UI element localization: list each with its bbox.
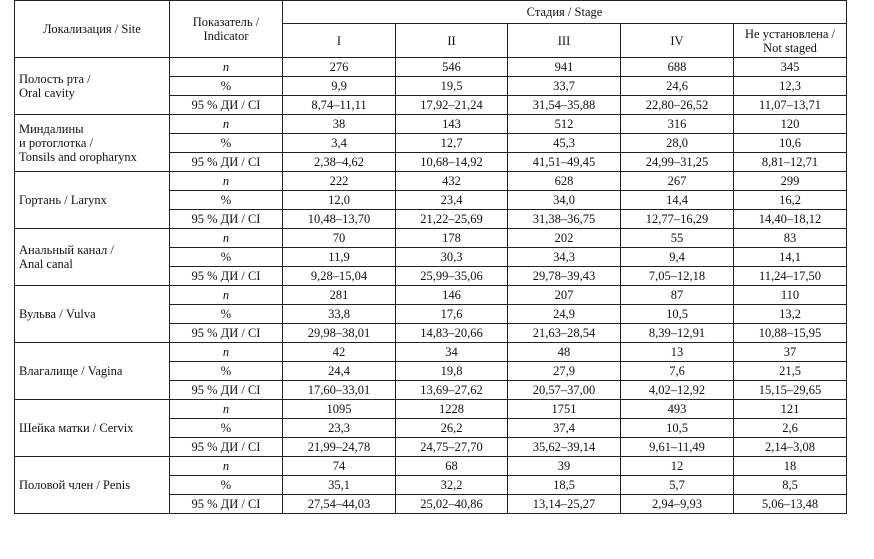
value-cell-n: 38 xyxy=(283,115,396,134)
value-cell-ci: 15,15–29,65 xyxy=(734,381,847,400)
value-cell-ci: 2,94–9,93 xyxy=(621,495,734,514)
value-cell-ci: 2,14–3,08 xyxy=(734,438,847,457)
header-stage: Стадия / Stage xyxy=(283,1,847,24)
value-cell-n: 1228 xyxy=(396,400,508,419)
header-indicator-line1: Показатель / xyxy=(192,15,260,29)
value-cell-n: 202 xyxy=(508,229,621,248)
value-cell-ci: 29,98–38,01 xyxy=(283,324,396,343)
value-cell-ci: 21,22–25,69 xyxy=(396,210,508,229)
value-cell-ci: 21,63–28,54 xyxy=(508,324,621,343)
value-cell-n: 316 xyxy=(621,115,734,134)
header-not-staged xyxy=(734,24,847,58)
value-cell-percent: 34,3 xyxy=(508,248,621,267)
value-cell-percent: 30,3 xyxy=(396,248,508,267)
value-cell-n: 48 xyxy=(508,343,621,362)
indicator-ci: 95 % ДИ / CI xyxy=(170,438,283,457)
value-cell-ci: 13,69–27,62 xyxy=(396,381,508,400)
site-name xyxy=(15,400,170,457)
site-name-line: и ротоглотка / xyxy=(19,136,94,150)
value-cell-percent: 23,4 xyxy=(396,191,508,210)
value-cell-n: 18 xyxy=(734,457,847,476)
value-cell-percent: 7,6 xyxy=(621,362,734,381)
value-cell-percent: 12,7 xyxy=(396,134,508,153)
value-cell-ci: 7,05–12,18 xyxy=(621,267,734,286)
value-cell-ci: 21,99–24,78 xyxy=(283,438,396,457)
indicator-ci: 95 % ДИ / CI xyxy=(170,324,283,343)
value-cell-ci: 31,54–35,88 xyxy=(508,96,621,115)
value-cell-n: 146 xyxy=(396,286,508,305)
value-cell-ci: 27,54–44,03 xyxy=(283,495,396,514)
value-cell-ci: 25,02–40,86 xyxy=(396,495,508,514)
value-cell-percent: 5,7 xyxy=(621,476,734,495)
value-cell-ci: 4,02–12,92 xyxy=(621,381,734,400)
value-cell-percent: 12,0 xyxy=(283,191,396,210)
value-cell-ci: 5,06–13,48 xyxy=(734,495,847,514)
value-cell-ci: 8,39–12,91 xyxy=(621,324,734,343)
indicator-ci: 95 % ДИ / CI xyxy=(170,210,283,229)
value-cell-percent: 26,2 xyxy=(396,419,508,438)
value-cell-n: 13 xyxy=(621,343,734,362)
site-name-line: Половой член / Penis xyxy=(19,478,131,492)
value-cell-n: 628 xyxy=(508,172,621,191)
value-cell-ci: 10,68–14,92 xyxy=(396,153,508,172)
indicator-ci: 95 % ДИ / CI xyxy=(170,96,283,115)
header-stage-iv: IV xyxy=(621,24,734,58)
header-indicator xyxy=(170,1,283,58)
value-cell-ci: 2,38–4,62 xyxy=(283,153,396,172)
value-cell-percent: 8,5 xyxy=(734,476,847,495)
value-cell-percent: 17,6 xyxy=(396,305,508,324)
value-cell-percent: 18,5 xyxy=(508,476,621,495)
value-cell-n: 276 xyxy=(283,58,396,77)
value-cell-percent: 19,8 xyxy=(396,362,508,381)
value-cell-ci: 24,75–27,70 xyxy=(396,438,508,457)
indicator-n: n xyxy=(170,229,283,248)
value-cell-n: 267 xyxy=(621,172,734,191)
value-cell-percent: 13,2 xyxy=(734,305,847,324)
indicator-ci: 95 % ДИ / CI xyxy=(170,267,283,286)
indicator-n: n xyxy=(170,58,283,77)
value-cell-percent: 10,6 xyxy=(734,134,847,153)
site-name-line: Гортань / Larynx xyxy=(19,193,107,207)
value-cell-percent: 11,9 xyxy=(283,248,396,267)
indicator-percent: % xyxy=(170,248,283,267)
value-cell-n: 55 xyxy=(621,229,734,248)
value-cell-n: 68 xyxy=(396,457,508,476)
site-name-line: Влагалище / Vagina xyxy=(19,364,123,378)
value-cell-ci: 10,88–15,95 xyxy=(734,324,847,343)
value-cell-percent: 23,3 xyxy=(283,419,396,438)
value-cell-ci: 11,07–13,71 xyxy=(734,96,847,115)
value-cell-ci: 14,83–20,66 xyxy=(396,324,508,343)
value-cell-percent: 14,1 xyxy=(734,248,847,267)
value-cell-percent: 24,9 xyxy=(508,305,621,324)
value-cell-ci: 8,74–11,11 xyxy=(283,96,396,115)
table-row xyxy=(15,58,847,77)
value-cell-percent: 21,5 xyxy=(734,362,847,381)
value-cell-n: 34 xyxy=(396,343,508,362)
value-cell-ci: 9,28–15,04 xyxy=(283,267,396,286)
value-cell-n: 345 xyxy=(734,58,847,77)
value-cell-n: 432 xyxy=(396,172,508,191)
indicator-ci: 95 % ДИ / CI xyxy=(170,153,283,172)
value-cell-n: 39 xyxy=(508,457,621,476)
value-cell-ci: 12,77–16,29 xyxy=(621,210,734,229)
value-cell-ci: 29,78–39,43 xyxy=(508,267,621,286)
table-row xyxy=(15,172,847,191)
site-name xyxy=(15,58,170,115)
value-cell-n: 207 xyxy=(508,286,621,305)
value-cell-ci: 31,38–36,75 xyxy=(508,210,621,229)
indicator-percent: % xyxy=(170,77,283,96)
value-cell-ci: 9,61–11,49 xyxy=(621,438,734,457)
value-cell-ci: 22,80–26,52 xyxy=(621,96,734,115)
indicator-percent: % xyxy=(170,305,283,324)
table-body xyxy=(15,58,847,514)
table-row xyxy=(15,457,847,476)
indicator-percent: % xyxy=(170,419,283,438)
value-cell-n: 120 xyxy=(734,115,847,134)
value-cell-n: 1095 xyxy=(283,400,396,419)
value-cell-n: 1751 xyxy=(508,400,621,419)
table-row xyxy=(15,286,847,305)
site-name-line: Вульва / Vulva xyxy=(19,307,96,321)
value-cell-ci: 8,81–12,71 xyxy=(734,153,847,172)
table-row xyxy=(15,115,847,134)
value-cell-n: 12 xyxy=(621,457,734,476)
header-not-staged-line1: Не установлена / xyxy=(745,26,835,41)
value-cell-percent: 24,6 xyxy=(621,77,734,96)
value-cell-percent: 14,4 xyxy=(621,191,734,210)
indicator-n: n xyxy=(170,286,283,305)
value-cell-percent: 9,9 xyxy=(283,77,396,96)
header-stage-ii: II xyxy=(396,24,508,58)
value-cell-percent: 9,4 xyxy=(621,248,734,267)
value-cell-percent: 24,4 xyxy=(283,362,396,381)
indicator-n: n xyxy=(170,457,283,476)
value-cell-n: 121 xyxy=(734,400,847,419)
header-indicator-line2: Indicator xyxy=(203,29,249,43)
value-cell-percent: 37,4 xyxy=(508,419,621,438)
value-cell-percent: 10,5 xyxy=(621,419,734,438)
value-cell-ci: 13,14–25,27 xyxy=(508,495,621,514)
value-cell-ci: 11,24–17,50 xyxy=(734,267,847,286)
indicator-n: n xyxy=(170,115,283,134)
value-cell-ci: 35,62–39,14 xyxy=(508,438,621,457)
value-cell-percent: 28,0 xyxy=(621,134,734,153)
site-name xyxy=(15,343,170,400)
value-cell-percent: 34,0 xyxy=(508,191,621,210)
value-cell-n: 74 xyxy=(283,457,396,476)
value-cell-ci: 41,51–49,45 xyxy=(508,153,621,172)
value-cell-percent: 12,3 xyxy=(734,77,847,96)
value-cell-n: 37 xyxy=(734,343,847,362)
value-cell-percent: 45,3 xyxy=(508,134,621,153)
value-cell-ci: 14,40–18,12 xyxy=(734,210,847,229)
value-cell-n: 83 xyxy=(734,229,847,248)
value-cell-n: 42 xyxy=(283,343,396,362)
indicator-percent: % xyxy=(170,134,283,153)
value-cell-percent: 35,1 xyxy=(283,476,396,495)
indicator-percent: % xyxy=(170,191,283,210)
header-not-staged-line2: Not staged xyxy=(763,40,817,55)
value-cell-percent: 33,8 xyxy=(283,305,396,324)
value-cell-n: 281 xyxy=(283,286,396,305)
site-name xyxy=(15,172,170,229)
value-cell-ci: 25,99–35,06 xyxy=(396,267,508,286)
site-name-line: Шейка матки / Cervix xyxy=(19,421,134,435)
site-name-line: Oral cavity xyxy=(19,86,75,100)
value-cell-ci: 24,99–31,25 xyxy=(621,153,734,172)
table-row xyxy=(15,400,847,419)
value-cell-ci: 20,57–37,00 xyxy=(508,381,621,400)
site-name-line: Миндалины xyxy=(19,122,84,136)
header-site: Локализация / Site xyxy=(15,1,170,58)
value-cell-ci: 17,60–33,01 xyxy=(283,381,396,400)
indicator-n: n xyxy=(170,400,283,419)
stage-distribution-table xyxy=(14,0,847,514)
site-name-line: Anal canal xyxy=(19,257,73,271)
value-cell-n: 512 xyxy=(508,115,621,134)
value-cell-ci: 17,92–21,24 xyxy=(396,96,508,115)
site-name-line: Tonsils and oropharynx xyxy=(19,150,137,164)
value-cell-n: 493 xyxy=(621,400,734,419)
value-cell-percent: 27,9 xyxy=(508,362,621,381)
value-cell-n: 299 xyxy=(734,172,847,191)
indicator-ci: 95 % ДИ / CI xyxy=(170,495,283,514)
header-stage-i: I xyxy=(283,24,396,58)
value-cell-n: 143 xyxy=(396,115,508,134)
value-cell-percent: 19,5 xyxy=(396,77,508,96)
value-cell-n: 70 xyxy=(283,229,396,248)
table-row xyxy=(15,343,847,362)
value-cell-n: 87 xyxy=(621,286,734,305)
site-name xyxy=(15,115,170,172)
header-stage-iii: III xyxy=(508,24,621,58)
site-name xyxy=(15,229,170,286)
site-name-line: Анальный канал / xyxy=(19,243,114,257)
indicator-n: n xyxy=(170,343,283,362)
table-row xyxy=(15,229,847,248)
value-cell-n: 688 xyxy=(621,58,734,77)
value-cell-percent: 16,2 xyxy=(734,191,847,210)
value-cell-percent: 3,4 xyxy=(283,134,396,153)
indicator-n: n xyxy=(170,172,283,191)
indicator-ci: 95 % ДИ / CI xyxy=(170,381,283,400)
indicator-percent: % xyxy=(170,362,283,381)
value-cell-n: 178 xyxy=(396,229,508,248)
value-cell-percent: 10,5 xyxy=(621,305,734,324)
indicator-percent: % xyxy=(170,476,283,495)
value-cell-percent: 2,6 xyxy=(734,419,847,438)
site-name xyxy=(15,457,170,514)
value-cell-ci: 10,48–13,70 xyxy=(283,210,396,229)
value-cell-n: 941 xyxy=(508,58,621,77)
value-cell-percent: 33,7 xyxy=(508,77,621,96)
value-cell-n: 546 xyxy=(396,58,508,77)
value-cell-percent: 32,2 xyxy=(396,476,508,495)
value-cell-n: 222 xyxy=(283,172,396,191)
value-cell-n: 110 xyxy=(734,286,847,305)
site-name-line: Полость рта / xyxy=(19,72,91,86)
site-name xyxy=(15,286,170,343)
